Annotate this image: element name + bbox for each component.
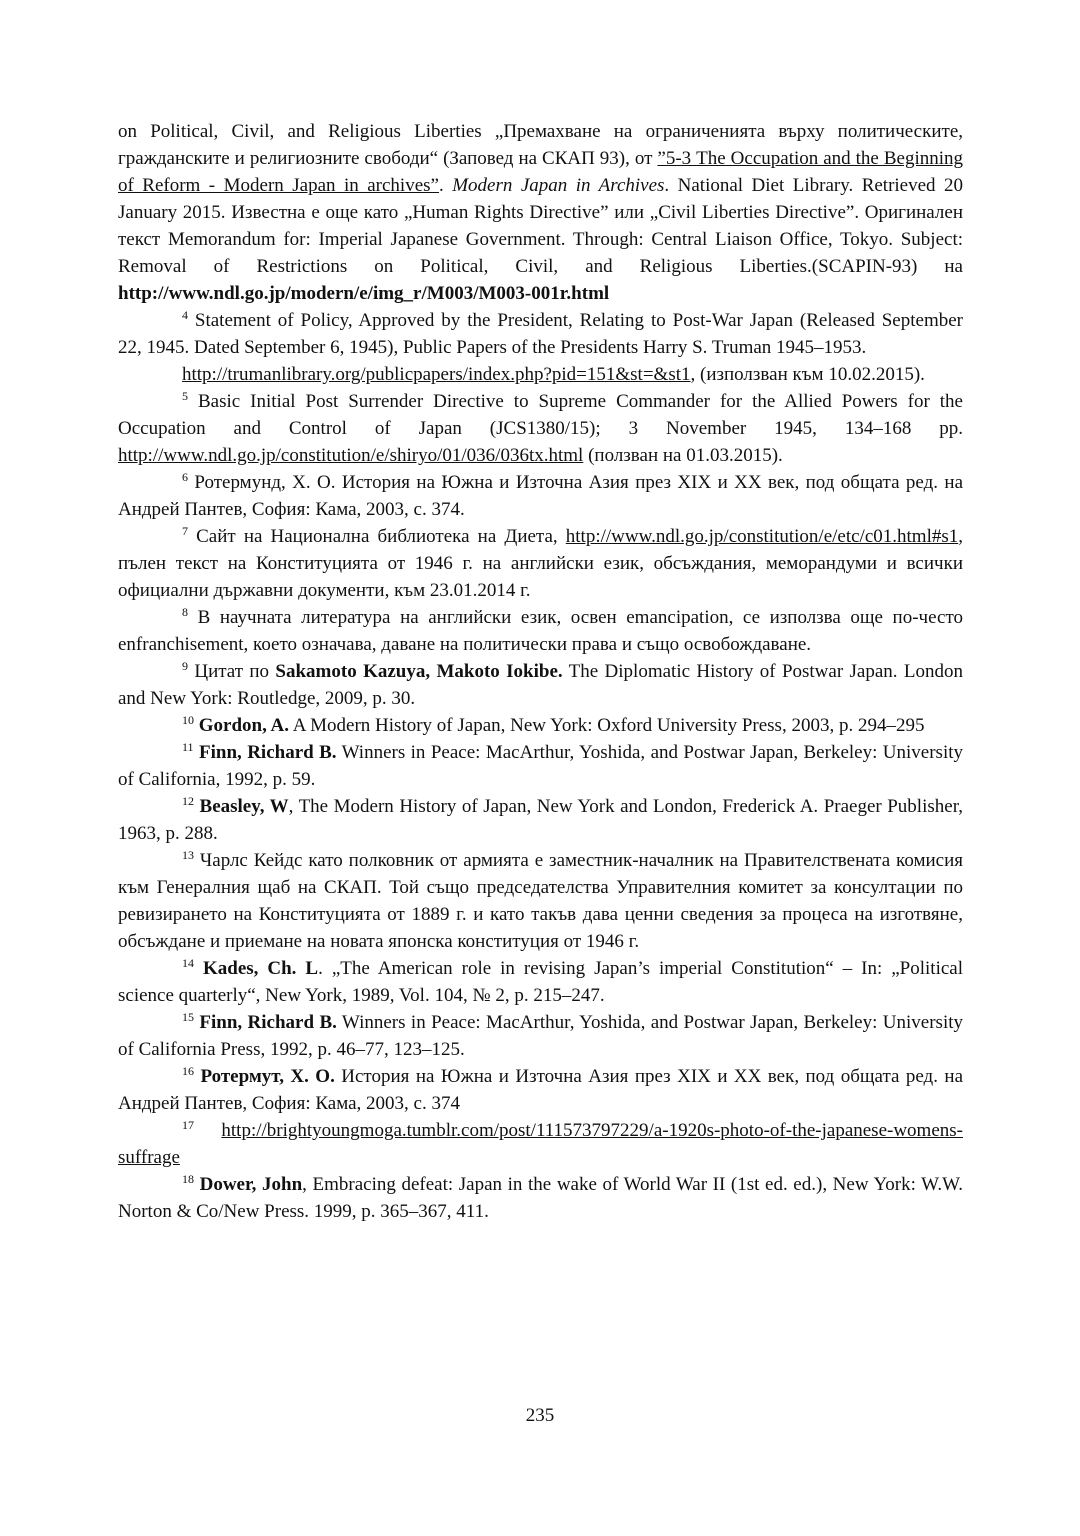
footnote-author: Sakamoto Kazuya, Makoto Iokibe.: [275, 661, 563, 682]
footnote-number: 7: [182, 524, 188, 538]
footnote-number: 4: [182, 308, 188, 322]
footnote-link[interactable]: http://trumanlibrary.org/publicpapers/index.php?pid=151&st=&st1: [182, 364, 691, 385]
footnote-number: 16: [182, 1064, 194, 1078]
footnote-author: Dower, John: [199, 1174, 303, 1195]
footnote-16: $^{16}$ Ротермут, Х. О. История на Южна и Източна Азия през XIX и XX век, под общата ред. на Андрей Пантев, София: Кама, 2003, с. 374: [118, 1064, 964, 1114]
footnote-15: $^{15}$ Finn, Richard B. Winners in Peace: MacArthur, Yoshida, and Postwar Japan, Berkeley: University of California Press, 1992, p. 46–77, 123–125.: [118, 1010, 963, 1060]
footnote-author: Finn, Richard B.: [199, 742, 337, 763]
footnote-link[interactable]: ”5-3 The Occupation and the Beginning of Reform - Modern Japan in archives”: [118, 148, 963, 196]
page-number: 235: [525, 1405, 555, 1426]
footnote-4-link-line: http://trumanlibrary.org/publicpapers/index.php?pid=151&st=&st1, (използван към 10.02.2015).: [182, 364, 925, 385]
footnote-number: 5: [182, 389, 188, 403]
footnote-14: $^{14}$ Kades, Ch. L. „The American role in revising Japan’s imperial Constitution“ – In: „Political science quarterly“, New York, 1989, Vol. 104, № 2, p. 215–247.: [118, 956, 963, 1006]
footnote-number: 6: [182, 470, 188, 484]
footnote-number: 9: [182, 659, 188, 673]
italic-title: Modern Japan in Archives: [452, 175, 665, 196]
footnote-17: [118, 1117, 963, 1171]
footnote-18: $^{18}$ Dower, John, Embracing defeat: Japan in the wake of World War II (1st ed. ed.), New York: W.W. Norton & Co/New Press. 1999, p. 365–367, 411.: [118, 1172, 964, 1222]
footnote-number: 10: [182, 713, 194, 727]
footnote-10: $^{10}$ Gordon, A. A Modern History of Japan, New York: Oxford University Press, 2003, p. 294–295: [182, 713, 925, 736]
footnote-12: $^{12}$ Beasley, W, The Modern History of Japan, New York and London, Frederick A. Praeger Publisher, 1963, p. 288.: [118, 794, 964, 844]
footnotes-section: [118, 118, 963, 1225]
footnote-6: $^6$ Ротермунд, Х. О. История на Южна и Източна Азия през XIX и XX век, под общата ред. на Андрей Пантев, София: Кама, 2003, с. 374.: [118, 470, 963, 520]
footnote-author: Finn, Richard B.: [199, 1012, 337, 1033]
footnote-8: $^8$ В научната литература на английски език, освен emancipation, се използва още по-често enfranchisement, което означава, даване на политически права и също освобождаване.: [118, 605, 963, 655]
footnote-author: Ротермут, Х. О.: [200, 1066, 335, 1087]
footnote-link[interactable]: http://www.ndl.go.jp/constitution/e/shiryo/01/036/036tx.html: [118, 445, 584, 466]
footnote-author: Gordon, A.: [198, 715, 290, 736]
bold-url: http://www.ndl.go.jp/modern/e/img_r/M003/M003-001r.html: [118, 283, 610, 304]
footnote-4: $^4$ Statement of Policy, Approved by the President, Relating to Post-War Japan (Released September 22, 1945. Dated September 6, 1945), Public Papers of the Presidents Harry S. Truman 1945–1953.: [118, 308, 963, 358]
footnote-3-continuation: on Political, Civil, and Religious Liberties „Премахване на ограниченията върху политическите, гражданските и религиозните свободи“ (Заповед на СКАП 93), от ”5-3 The Occupation and the Beginning of Reform - Modern Japan in archives”. Modern Japan in Archives. National Diet Library. Retrieved 20 January 2015. Известна е още като „Human Rights Directive” или „Civil Liberties Directive”. Оригинален текст Memorandum for: Imperial Japanese Government. Through: Central Liaison Office, Tokyo. Subject: Removal of Restrictions on Political, Civil, and Religious Liberties.(SCAPIN-93) на http://www.ndl.go.jp/modern/e/img_r/M003/M003-001r.html: [118, 121, 964, 304]
footnote-author: Kades, Ch. L: [202, 958, 319, 979]
footnote-author: Beasley, W: [199, 796, 289, 817]
footnote-11: $^{11}$ Finn, Richard B. Winners in Peace: MacArthur, Yoshida, and Postwar Japan, Berkeley: University of California, 1992, p. 59.: [118, 740, 964, 790]
footnote-number: 15: [182, 1010, 194, 1024]
footnote-5: $^5$ Basic Initial Post Surrender Directive to Supreme Commander for the Allied Powers for the Occupation and Control of Japan (JCS1380/15); 3 November 1945, 134–168 pp. http://www.ndl.go.jp/constitution/e/shiryo/01/036/036tx.html (ползван на 01.03.2015).: [118, 389, 963, 466]
footnote-number: 17: [182, 1118, 194, 1132]
footnote-13: $^{13}$ Чарлс Кейдс като полковник от армията е заместник-началник на Правителствената комисия към Генералния щаб на СКАП. Той също председателства Управителния комитет за консултации по ревизирането на Конституцията от 1889 г. и като такъв дава ценни сведения за процеса на изготвяне, обсъждане и приемане на новата японска конституция от 1946 г.: [118, 848, 963, 952]
footnote-number: 14: [182, 956, 194, 970]
footnote-number: 18: [182, 1172, 194, 1186]
footnote-number: 13: [182, 848, 194, 862]
footnote-link[interactable]: http://brightyoungmoga.tumblr.com/post/111573797229/a-1920s-photo-of-the-japanese-womens-suffrage: [118, 1120, 963, 1168]
footnote-number: 12: [182, 794, 194, 808]
footnote-link[interactable]: http://www.ndl.go.jp/constitution/e/etc/c01.html#s1: [565, 526, 959, 547]
footnote-9: $^9$ Цитат по Sakamoto Kazuya, Makoto Iokibe. The Diplomatic History of Postwar Japan. London and New York: Routledge, 2009, p. 30.: [118, 659, 963, 709]
footnote-7: $^7$ Сайт на Национална библиотека на Диета, http://www.ndl.go.jp/constitution/e/etc/c01.html#s1, пълен текст на Конституцията от 1946 г. на английски език, обсъждания, меморандуми и всички официални държавни документи, към 23.01.2014 г.: [118, 524, 963, 601]
footnote-number: 8: [182, 605, 188, 619]
footnote-number: 11: [182, 740, 194, 754]
